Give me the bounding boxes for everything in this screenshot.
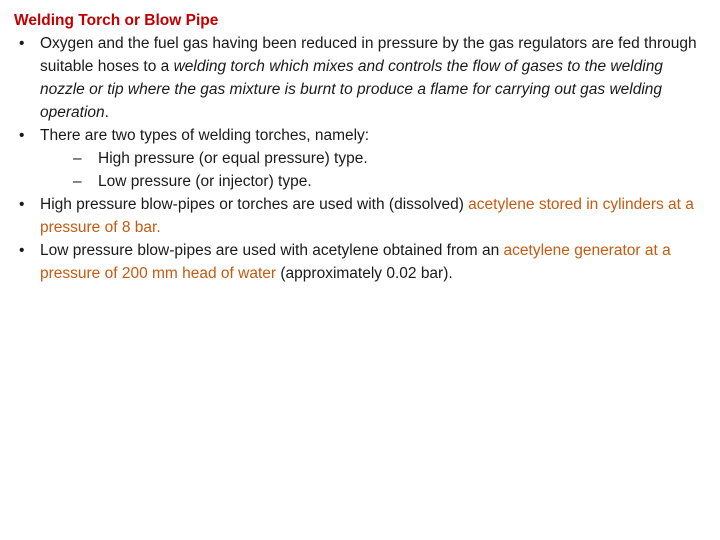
highlight-text: acetylene stored in cylinders at a pressure of 8 bar. <box>40 196 694 236</box>
bullet-text-end: . <box>104 104 109 121</box>
bullet-list <box>14 32 708 285</box>
sub-item-high-pressure: – High pressure (or equal pressure) type. <box>40 147 708 170</box>
bullet-text: Oxygen and the fuel gas having been reduced in pressure by the gas regulators are fed through suitable hoses to a <box>40 35 697 75</box>
bullet-text: Low pressure blow-pipes are used with acetylene obtained from an <box>40 242 504 259</box>
highlight-text: acetylene generator at a pressure of 200 mm head of water <box>40 242 671 282</box>
bullet-italic-text: welding torch which mixes and controls the flow of gases to the welding nozzle or tip where the gas mixture is burnt to produce a flame for carrying out gas welding operation <box>40 58 663 121</box>
bullet-torch-function <box>14 32 708 124</box>
sub-list <box>40 147 708 193</box>
bullet-text: High pressure blow-pipes or torches are used with (dissolved) <box>40 196 469 213</box>
bullet-torch-types <box>14 124 708 193</box>
bullet-high-pressure-use <box>14 193 708 239</box>
slide-title: Welding Torch or Blow Pipe <box>14 12 219 29</box>
bullet-text: There are two types of welding torches, namely: <box>40 127 370 144</box>
bullet-text-end: (approximately 0.02 bar). <box>276 265 453 282</box>
bullet-low-pressure-use <box>14 239 708 285</box>
sub-item-low-pressure: – Low pressure (or injector) type. <box>40 170 708 193</box>
